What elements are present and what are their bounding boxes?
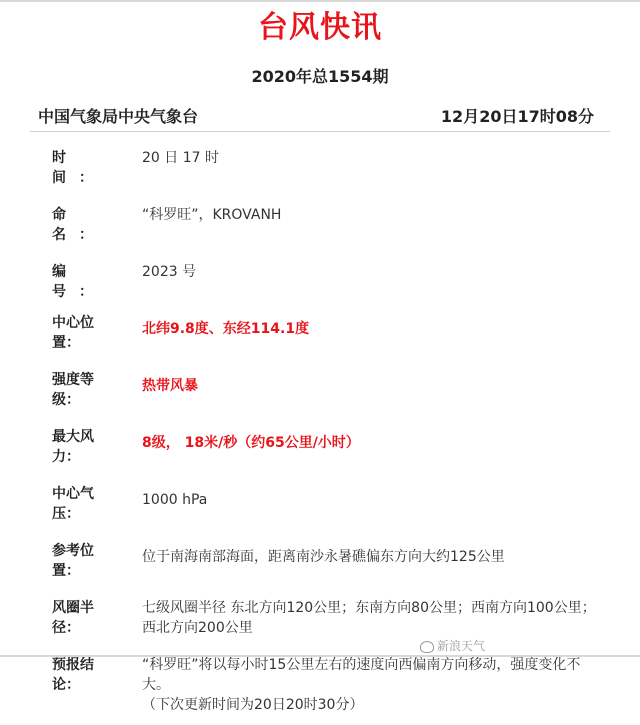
header-divider [30, 131, 610, 132]
issued-time: 12月20日17时08分 [440, 107, 594, 126]
row-time [0, 134, 640, 191]
row-wind-radius [0, 590, 640, 647]
forecast-text: “科罗旺”将以每小时15公里左右的速度向西偏南方向移动，强度变化不大。 [142, 657, 581, 693]
next-update-note: （下次更新时间为20日20时30分） [142, 697, 364, 713]
value-number: 2023 号 [142, 264, 197, 280]
issue-number: 2020年总1554期 [251, 67, 389, 86]
label-reference-position: 参考位置： [52, 543, 94, 579]
label-intensity: 强度等级： [52, 372, 94, 408]
value-time: 20 日 17 时 [142, 150, 219, 166]
label-number: 编 号： [52, 264, 106, 300]
label-wind-radius: 风圈半径： [52, 600, 94, 636]
row-reference-position [0, 533, 640, 590]
value-wind-radius: 七级风圈半径 东北方向120公里；东南方向80公里；西南方向100公里；西北方向200公里 [142, 600, 596, 636]
row-intensity [0, 362, 640, 419]
label-name: 命 名： [52, 207, 106, 243]
value-name: “科罗旺”，KROVANH [142, 207, 282, 223]
value-reference-position: 位于南海南部海面，距离南沙永暑礁偏东方向大约125公里 [142, 549, 505, 565]
label-forecast: 预报结论： [52, 657, 94, 693]
value-pressure: 1000 hPa [142, 492, 208, 508]
label-time: 时 间： [52, 150, 106, 186]
row-center-position [0, 305, 640, 362]
row-forecast [0, 647, 640, 725]
issuing-agency: 中国气象局中央气象台 [38, 107, 199, 126]
row-pressure [0, 476, 640, 533]
row-name [0, 191, 640, 248]
weibo-icon [420, 641, 434, 653]
label-max-wind: 最大风力： [52, 429, 94, 465]
value-max-wind: 8级， 18米/秒（约65公里/小时） [142, 435, 360, 451]
bulletin-table [0, 134, 640, 725]
value-intensity: 热带风暴 [142, 378, 198, 394]
page-title: 台风快讯 [258, 10, 382, 45]
row-max-wind [0, 419, 640, 476]
label-center-position: 中心位置： [52, 315, 94, 351]
watermark [420, 637, 485, 654]
value-center-position: 北纬9.8度、东经114.1度 [142, 321, 310, 337]
value-forecast [142, 655, 602, 715]
watermark-text: 新浪天气 [437, 639, 486, 653]
row-number [0, 248, 640, 305]
label-pressure: 中心气压： [52, 486, 94, 522]
